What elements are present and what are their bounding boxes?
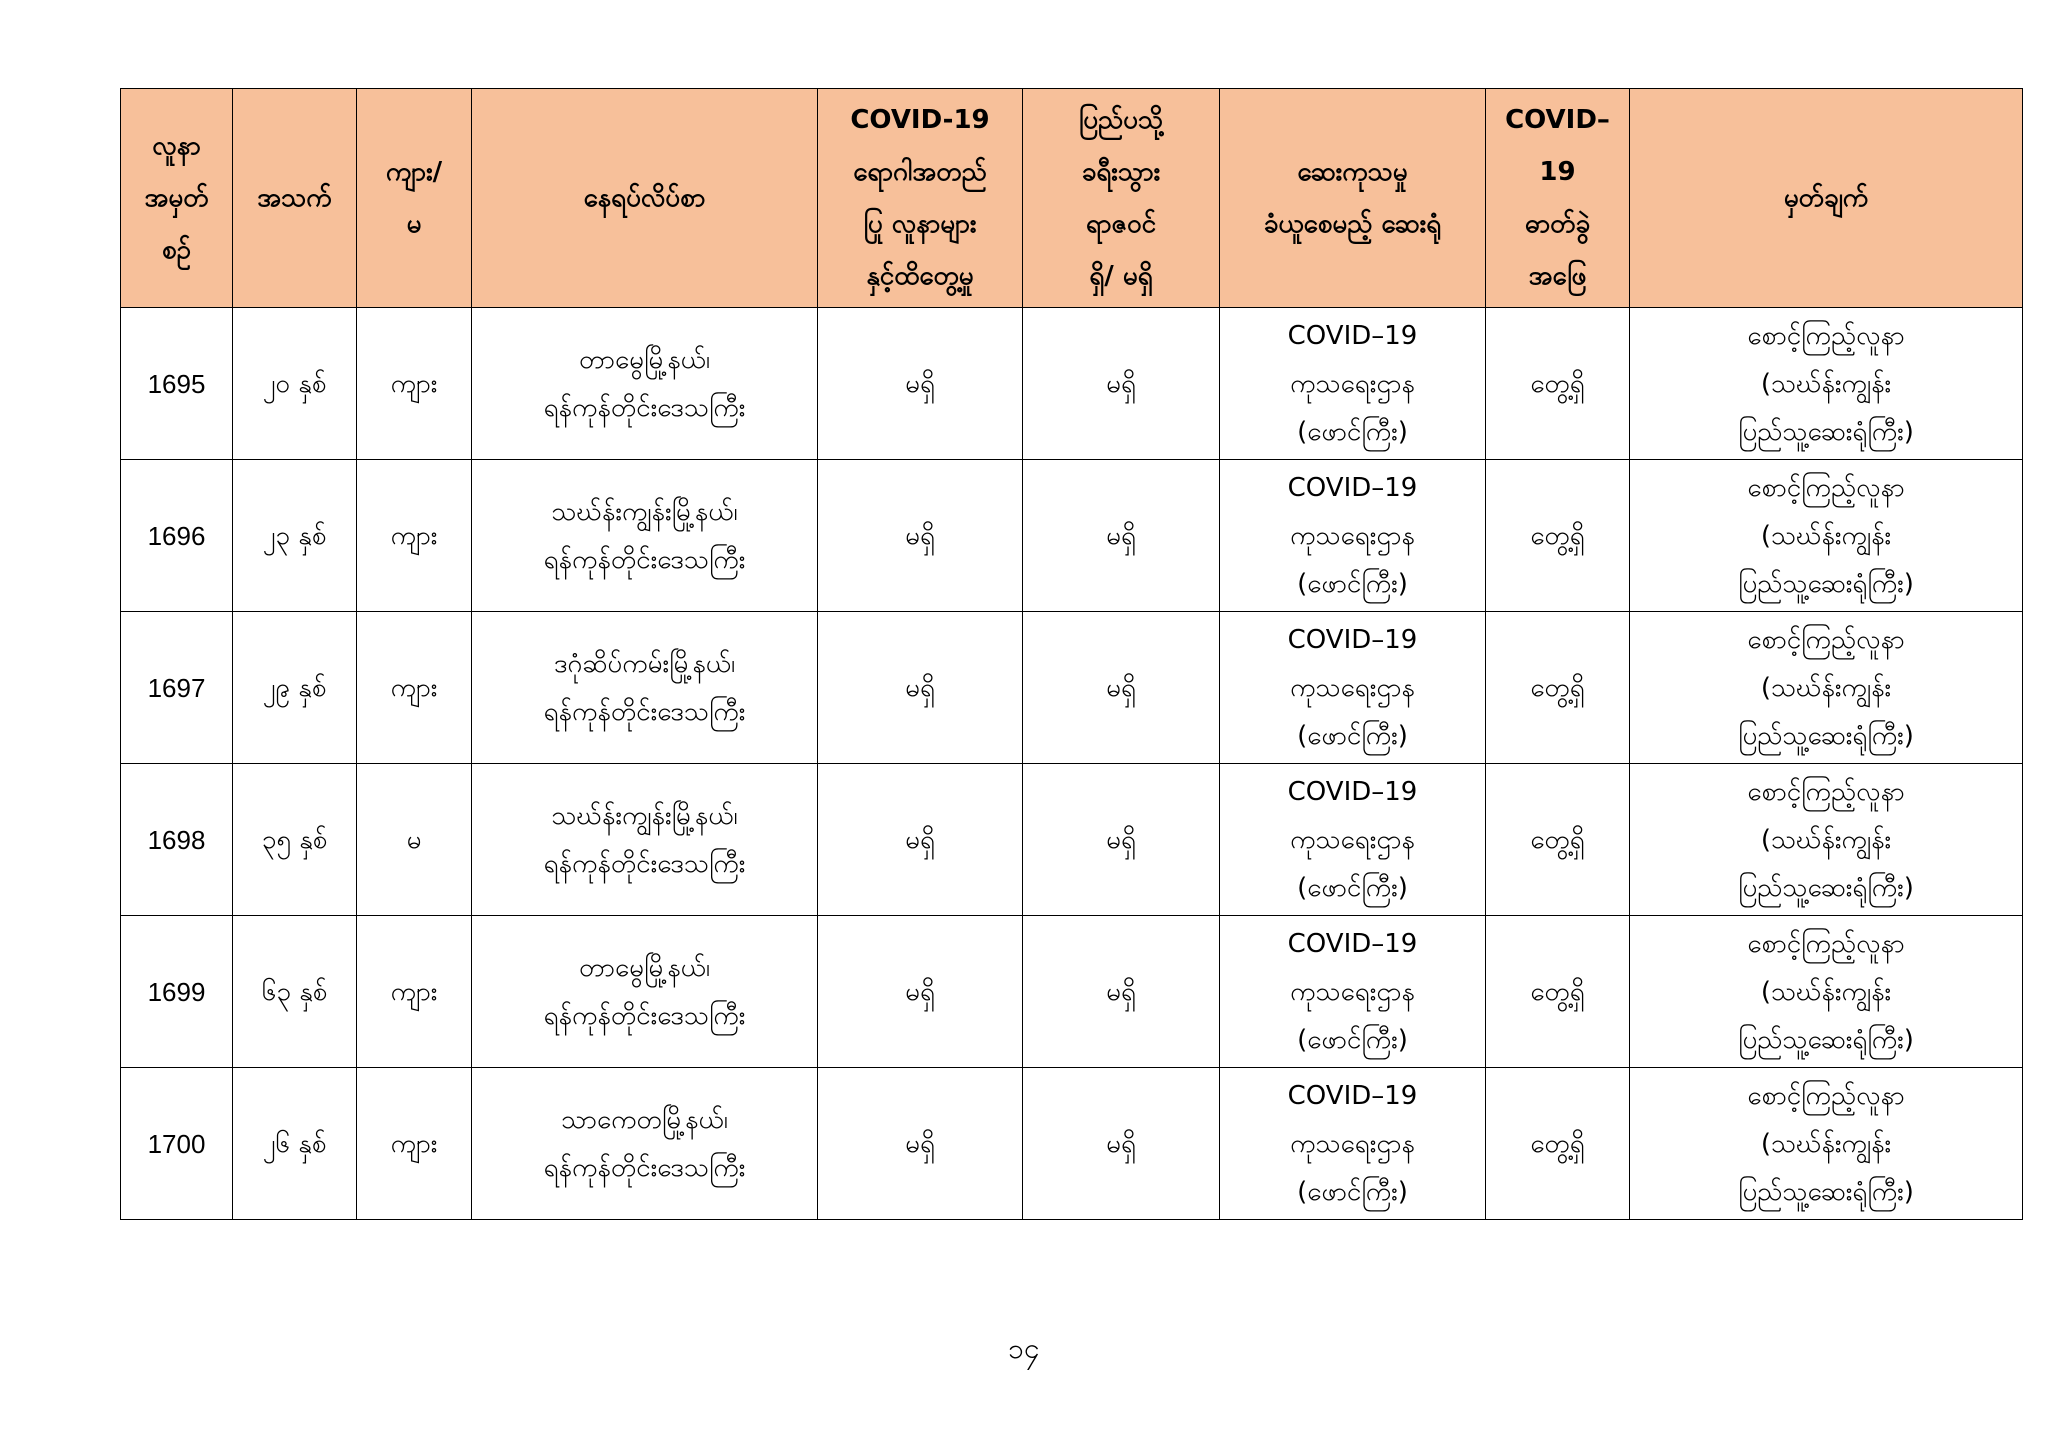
address-line: ရန်ကုန်တိုင်းဒေသကြီး [543, 392, 746, 423]
hospital-line: COVID–19 [1287, 776, 1418, 807]
test-status-cell: တွေ့ရှိ [1486, 612, 1630, 764]
header-line: ရောဂါအတည် [853, 157, 987, 187]
header-test-status [1486, 89, 1630, 308]
hospital-line: (ဖောင်ကြီး) [1297, 416, 1408, 447]
header-line: မ [406, 209, 422, 239]
remarks-cell [1630, 1068, 2023, 1220]
table-row [121, 460, 2023, 612]
remarks-line: (သဃ်န်းကျွန်း [1760, 368, 1892, 399]
table-row [121, 916, 2023, 1068]
hospital-line: (ဖောင်ကြီး) [1297, 872, 1408, 903]
remarks-cell [1630, 916, 2023, 1068]
address-cell [472, 612, 818, 764]
remarks-line: စောင့်ကြည့်လူနာ [1747, 472, 1905, 503]
remarks-line: (သဃ်န်းကျွန်း [1760, 824, 1892, 855]
header-case-no [121, 89, 233, 308]
hospital-line: COVID–19 [1287, 928, 1418, 959]
header-line: လူနာ [152, 131, 201, 161]
travel-cell: မရှိ [1023, 612, 1220, 764]
header-line: 19 [1539, 157, 1576, 187]
address-cell [472, 1068, 818, 1220]
table-row [121, 612, 2023, 764]
header-remarks [1630, 89, 2023, 308]
remarks-line: စောင့်ကြည့်လူနာ [1747, 624, 1905, 655]
sex-cell: ကျား [357, 460, 472, 612]
case-no-cell: 1695 [121, 308, 233, 460]
covid-case-table [120, 88, 2023, 1220]
header-line: စဉ် [161, 235, 192, 265]
age-cell: ၂၉ နှစ် [233, 612, 357, 764]
remarks-line: ပြည်သူ့ဆေးရုံကြီး) [1738, 1176, 1914, 1207]
hospital-line: COVID–19 [1287, 320, 1418, 351]
hospital-cell [1220, 1068, 1486, 1220]
table-row [121, 764, 2023, 916]
header-line: အဖြေ [1528, 261, 1587, 291]
remarks-line: စောင့်ကြည့်လူနာ [1747, 928, 1905, 959]
header-line: နေရပ်လိပ်စာ [583, 183, 706, 213]
table-row [121, 308, 2023, 460]
address-cell [472, 460, 818, 612]
remarks-line: ပြည်သူ့ဆေးရုံကြီး) [1738, 720, 1914, 751]
remarks-cell [1630, 612, 2023, 764]
header-travel [1023, 89, 1220, 308]
header-line: COVID– [1505, 105, 1610, 135]
contact-cell: မရှိ [818, 460, 1023, 612]
age-cell: ၂၃ နှစ် [233, 460, 357, 612]
header-line: ရာဇဝင် [1085, 209, 1157, 239]
hospital-cell [1220, 916, 1486, 1068]
address-line: ရန်ကုန်တိုင်းဒေသကြီး [543, 848, 746, 879]
case-no-cell: 1698 [121, 764, 233, 916]
contact-cell: မရှိ [818, 916, 1023, 1068]
remarks-line: (သဃ်န်းကျွန်း [1760, 520, 1892, 551]
hospital-line: ကုသရေးဌာန [1290, 824, 1415, 855]
contact-cell: မရှိ [818, 1068, 1023, 1220]
address-line: ဒဂုံဆိပ်ကမ်းမြို့နယ်၊ [553, 648, 736, 679]
header-contact [818, 89, 1023, 308]
sex-cell: ကျား [357, 308, 472, 460]
remarks-cell [1630, 460, 2023, 612]
age-cell: ၃၅ နှစ် [233, 764, 357, 916]
remarks-line: (သဃ်န်းကျွန်း [1760, 1128, 1892, 1159]
hospital-line: ကုသရေးဌာန [1290, 368, 1415, 399]
table-row [121, 1068, 2023, 1220]
table-header-row [121, 89, 2023, 308]
header-line: နှင့်ထိတွေ့မှု [866, 261, 974, 291]
hospital-line: (ဖောင်ကြီး) [1297, 568, 1408, 599]
header-line: မှတ်ချက် [1783, 183, 1869, 213]
address-line: သဃ်န်းကျွန်းမြို့နယ်၊ [551, 800, 738, 831]
address-line: တာမွေမြို့နယ်၊ [578, 952, 710, 983]
contact-cell: မရှိ [818, 308, 1023, 460]
test-status-cell: တွေ့ရှိ [1486, 460, 1630, 612]
address-line: ရန်ကုန်တိုင်းဒေသကြီး [543, 1152, 746, 1183]
hospital-line: ကုသရေးဌာန [1290, 672, 1415, 703]
header-line: ပြည်ပသို့ [1078, 105, 1164, 135]
hospital-cell [1220, 308, 1486, 460]
sex-cell: ကျား [357, 1068, 472, 1220]
header-line: ဓာတ်ခွဲ [1524, 209, 1591, 239]
sex-cell: ကျား [357, 916, 472, 1068]
remarks-line: ပြည်သူ့ဆေးရုံကြီး) [1738, 1024, 1914, 1055]
travel-cell: မရှိ [1023, 916, 1220, 1068]
header-hospital [1220, 89, 1486, 308]
address-line: တာမွေမြို့နယ်၊ [578, 344, 710, 375]
contact-cell: မရှိ [818, 764, 1023, 916]
remarks-line: ပြည်သူ့ဆေးရုံကြီး) [1738, 872, 1914, 903]
travel-cell: မရှိ [1023, 460, 1220, 612]
header-line: အမှတ် [144, 183, 209, 213]
header-line: အသက် [257, 183, 332, 213]
page-number: ၁၄ [1008, 1332, 1040, 1365]
hospital-line: COVID–19 [1287, 1080, 1418, 1111]
test-status-cell: တွေ့ရှိ [1486, 764, 1630, 916]
hospital-cell [1220, 764, 1486, 916]
hospital-line: COVID–19 [1287, 624, 1418, 655]
remarks-line: (သဃ်န်းကျွန်း [1760, 672, 1892, 703]
address-cell [472, 916, 818, 1068]
case-no-cell: 1697 [121, 612, 233, 764]
hospital-line: (ဖောင်ကြီး) [1297, 1176, 1408, 1207]
remarks-line: စောင့်ကြည့်လူနာ [1747, 320, 1905, 351]
case-no-cell: 1700 [121, 1068, 233, 1220]
remarks-line: စောင့်ကြည့်လူနာ [1747, 1080, 1905, 1111]
hospital-line: (ဖောင်ကြီး) [1297, 1024, 1408, 1055]
hospital-line: ကုသရေးဌာန [1290, 976, 1415, 1007]
address-cell [472, 308, 818, 460]
remarks-line: (သဃ်န်းကျွန်း [1760, 976, 1892, 1007]
header-line: ခရီးသွား [1081, 157, 1161, 187]
sex-cell: မ [357, 764, 472, 916]
remarks-line: စောင့်ကြည့်လူနာ [1747, 776, 1905, 807]
hospital-line: COVID–19 [1287, 472, 1418, 503]
address-line: သဃ်န်းကျွန်းမြို့နယ်၊ [551, 496, 738, 527]
header-sex [357, 89, 472, 308]
header-line: ဆေးကုသမှု [1297, 157, 1408, 187]
remarks-cell [1630, 764, 2023, 916]
hospital-line: (ဖောင်ကြီး) [1297, 720, 1408, 751]
case-no-cell: 1699 [121, 916, 233, 1068]
sex-cell: ကျား [357, 612, 472, 764]
remarks-cell [1630, 308, 2023, 460]
age-cell: ၂၀ နှစ် [233, 308, 357, 460]
address-line: ရန်ကုန်တိုင်းဒေသကြီး [543, 544, 746, 575]
address-cell [472, 764, 818, 916]
header-line: ပြု လူနာများ [863, 209, 977, 239]
travel-cell: မရှိ [1023, 1068, 1220, 1220]
age-cell: ၆၃ နှစ် [233, 916, 357, 1068]
travel-cell: မရှိ [1023, 308, 1220, 460]
hospital-cell [1220, 612, 1486, 764]
contact-cell: မရှိ [818, 612, 1023, 764]
test-status-cell: တွေ့ရှိ [1486, 308, 1630, 460]
hospital-line: ကုသရေးဌာန [1290, 520, 1415, 551]
header-address [472, 89, 818, 308]
header-line: ခံယူစေမည့် ဆေးရုံ [1263, 209, 1442, 239]
hospital-line: ကုသရေးဌာန [1290, 1128, 1415, 1159]
hospital-cell [1220, 460, 1486, 612]
test-status-cell: တွေ့ရှိ [1486, 916, 1630, 1068]
header-line: COVID-19 [850, 105, 990, 135]
header-line: ကျား/ [385, 157, 443, 187]
age-cell: ၂၆ နှစ် [233, 1068, 357, 1220]
remarks-line: ပြည်သူ့ဆေးရုံကြီး) [1738, 568, 1914, 599]
header-age [233, 89, 357, 308]
travel-cell: မရှိ [1023, 764, 1220, 916]
case-no-cell: 1696 [121, 460, 233, 612]
test-status-cell: တွေ့ရှိ [1486, 1068, 1630, 1220]
remarks-line: ပြည်သူ့ဆေးရုံကြီး) [1738, 416, 1914, 447]
address-line: ရန်ကုန်တိုင်းဒေသကြီး [543, 1000, 746, 1031]
address-line: သာကေတမြို့နယ်၊ [561, 1104, 728, 1135]
header-line: ရှိ/ မရှိ [1089, 261, 1153, 291]
address-line: ရန်ကုန်တိုင်းဒေသကြီး [543, 696, 746, 727]
